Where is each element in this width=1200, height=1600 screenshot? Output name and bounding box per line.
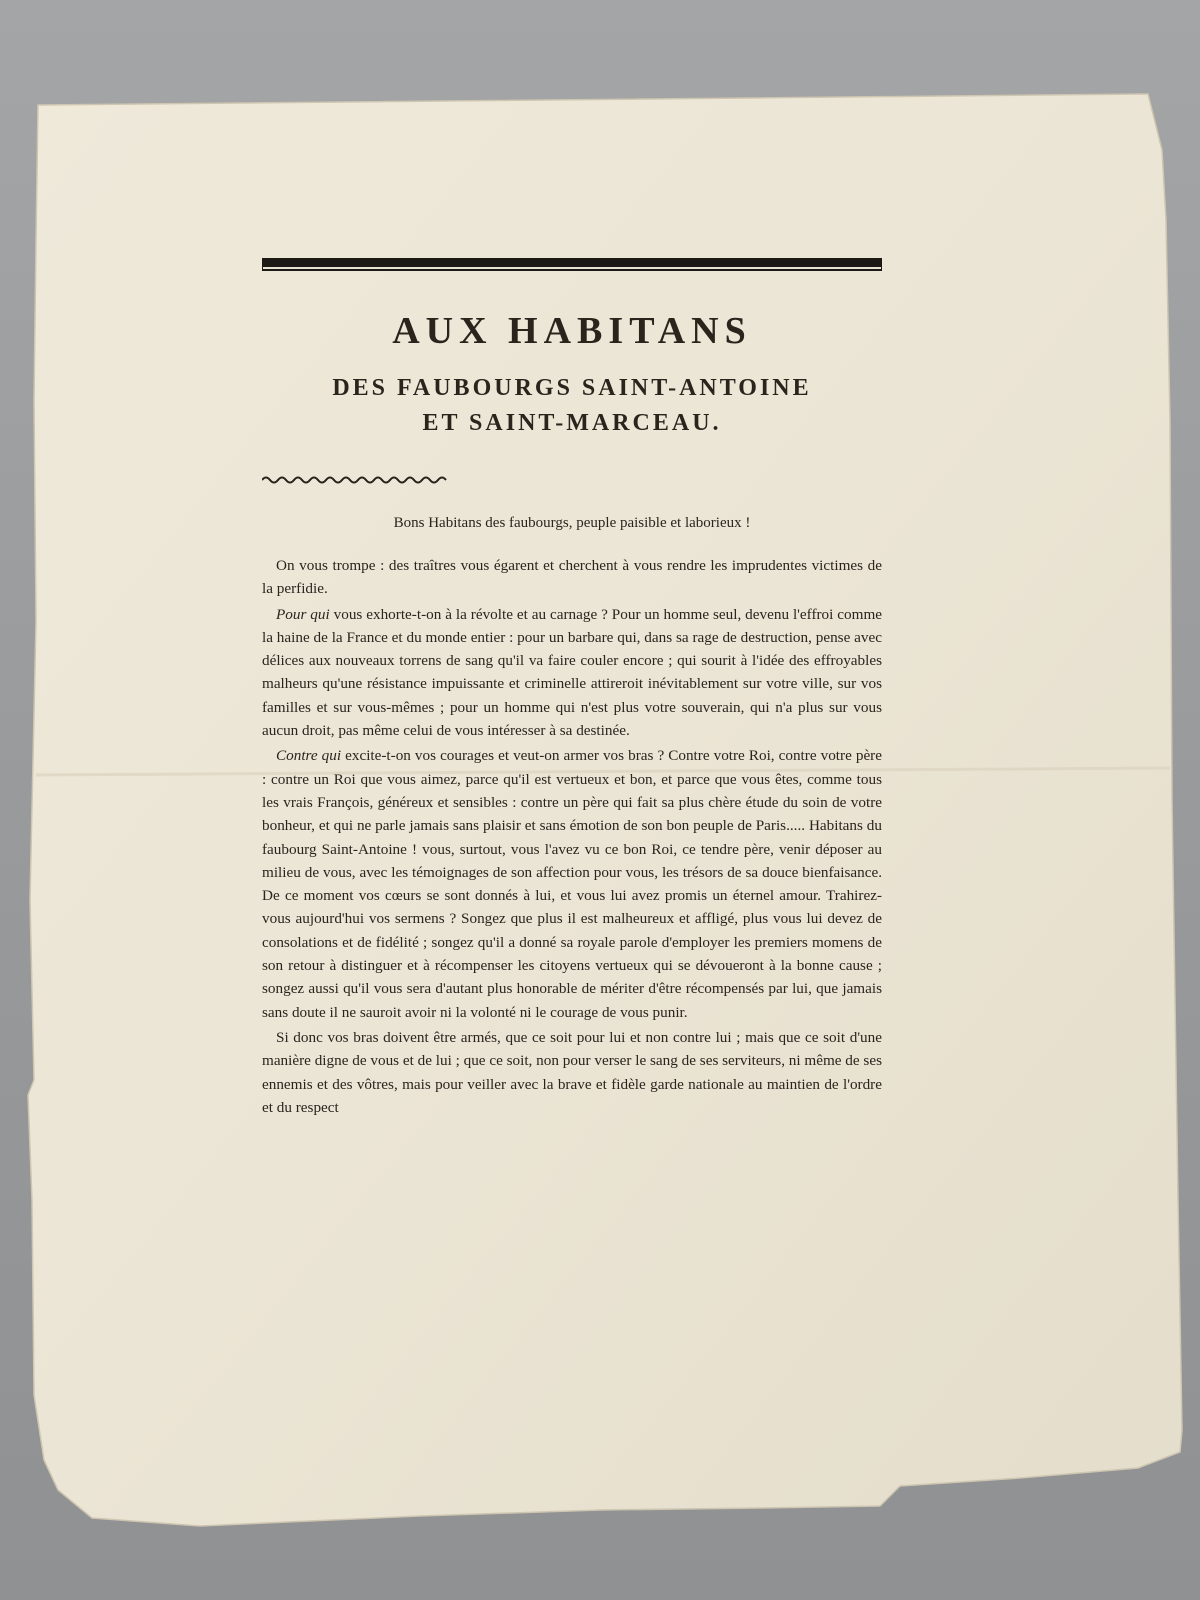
proclamation [262,258,882,1119]
top-double-rule [262,258,882,267]
paragraph-2 [262,603,882,743]
title-subtitle-line2: ET SAINT-MARCEAU. [422,410,722,436]
paragraph-3 [262,744,882,1024]
title-subtitle-line1: DES FAUBOURGS SAINT-ANTOINE [332,375,812,401]
paragraph-lead: Pour qui [276,605,330,623]
paragraph-text: Si donc vos bras doivent être armés, que ce soit pour lui et non contre lui ; mais que ce soit d'une manière digne de vous et de lui ; que ce soit, non pour verser le sang de ses serviteurs, ni même de ses ennemis et des vôtres, mais pour veiller avec la brave et fidèle garde nationale au maintien de l'ordre et du respect [262,1028,882,1116]
paragraph-text: On vous trompe : des traîtres vous égarent et cherchent à vous rendre les imprudentes victimes de la perfidie. [262,557,882,598]
paragraph-1 [262,554,882,601]
paragraph-text: vous exhorte-t-on à la révolte et au carnage ? Pour un homme seul, devenu l'effroi comme la haine de la France et du monde entier : pour un barbare qui, dans sa rage de destruction, pense avec délices aux nouveaux torrens de sang qu'il va faire couler encore ; qui sourit à l'idée des effroyables malheurs qu'une résistance impuissante et criminelle attireroit inévitablement sur votre ville, sur vos familles et sur vous-mêmes ; pour un homme qui n'est plus votre souverain, qui n'a plus sur vous aucun droit, pas même celui de vous intéresser à sa destinée. [262,605,882,740]
paragraph-4 [262,1026,882,1119]
paragraph-text: excite-t-on vos courages et veut-on armer vos bras ? Contre votre Roi, contre votre père : contre un Roi que vous aimez, parce qu'il est vertueux et bon, et parce que vous êtes, comme tous les vrais François, généreux et sensibles : contre un père qui fait sa plus chère étude du soin de votre bonheur, et qui ne parle jamais sans plaisir et sans émotion de son bon peuple de Paris..... Habitans du faubourg Saint-Antoine ! vous, surtout, vous l'avez vu ce bon Roi, ce tendre père, venir déposer au milieu de vous, avec les témoignages de son affection pour vous, les trésors de sa douce bienfaisance. De ce moment vos cœurs se sont donnés à lui, et vous lui avez promis un éternel amour. Trahirez-vous aujourd'hui vos sermens ? Songez que plus il est malheureux et affligé, plus vous lui devez de consolations et de fidélité ; songez qu'il a donné sa royale parole d'employer les premiers momens de son retour à distinguer et à récompenser les citoyens vertueux qui se dévoueront à la bonne cause ; songez aussi qu'il vous sera d'autant plus honorable de mériter d'être récompensés par lui, que jamais sans doute il ne sauroit avoir ni la volonté ni le courage de vous punir. [262,747,882,1021]
ornamental-wave-divider [262,475,447,485]
body-text [262,554,882,1119]
salutation: Bons Habitans des faubourgs, peuple paisible et laborieux ! [393,515,751,531]
title-main: AUX HABITANS [392,310,752,352]
paragraph-lead: Contre qui [276,747,342,765]
